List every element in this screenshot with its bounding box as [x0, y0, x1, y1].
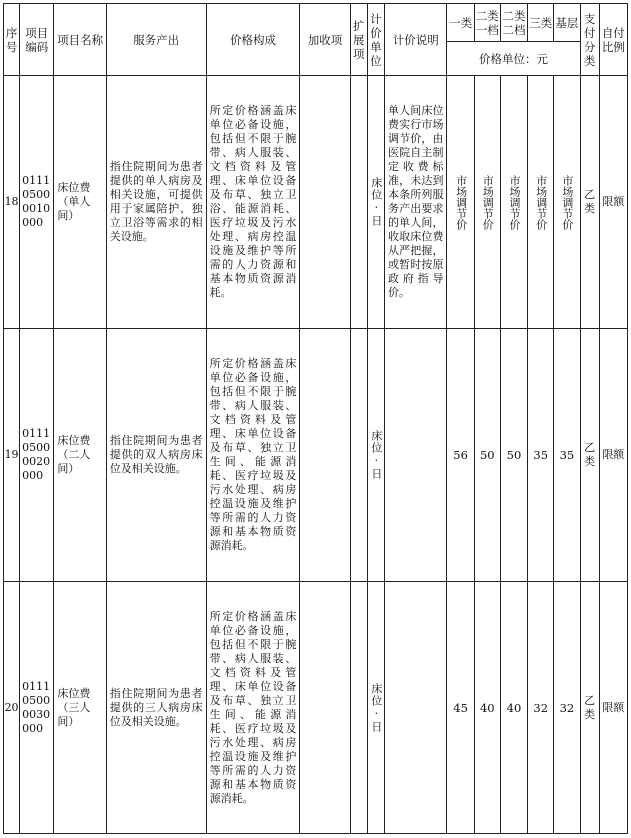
header-pay-class: 支付分类 [580, 4, 599, 76]
row-composition: 所定价格涵盖床单位必备设施，包括但不限于腕带、病人服装、文档资料及管理、床单位设备及布草、独立卫生间、能源消耗、医疗垃圾及污水处理、病房控温设施及维护等所需的人力资源和基本物质资源消耗。 [206, 582, 300, 834]
row-price-class-1: 56 [447, 329, 474, 582]
row-code: 011105000010000 [20, 76, 54, 329]
header-addon: 加收项 [300, 4, 350, 76]
row-note [384, 329, 447, 582]
row-output: 指住院期间为患者提供的双人病房床位及相关设施。 [106, 329, 206, 582]
header-class-1: 一类 [447, 4, 474, 42]
row-price-class-3: 35 [528, 329, 554, 582]
row-note [384, 582, 447, 834]
row-output: 指住院期间为患者提供的单人病房及相关设施，可提供用于家属陪护、独立卫浴等需求的相关设施。 [106, 76, 206, 329]
header-code: 项目编码 [20, 4, 54, 76]
header-composition: 价格构成 [206, 4, 300, 76]
header-class-2b: 二类二档 [500, 4, 527, 42]
table-row [4, 76, 628, 329]
row-ext [350, 582, 367, 834]
row-price-class-1: 市场调节价 [447, 76, 474, 329]
header-ext: 扩展项 [350, 4, 367, 76]
row-self-ratio: 限额 [599, 76, 627, 329]
header-unit: 计价单位 [367, 4, 384, 76]
table-row [4, 329, 628, 582]
row-name: 床位费（三人间） [54, 582, 106, 834]
row-name: 床位费（二人间） [54, 329, 106, 582]
row-addon [300, 76, 350, 329]
row-pay-class: 乙类 [580, 329, 599, 582]
row-price-class-3: 市场调节价 [528, 76, 554, 329]
price-table [3, 3, 628, 834]
row-pay-class: 乙类 [580, 582, 599, 834]
row-price-class-1: 45 [447, 582, 474, 834]
header-base: 基层 [554, 4, 580, 42]
row-price-base: 32 [554, 582, 580, 834]
row-unit: 床位·日 [367, 582, 384, 834]
row-name: 床位费（单人间） [54, 76, 106, 329]
row-seq: 20 [4, 582, 20, 834]
row-addon [300, 582, 350, 834]
row-seq: 18 [4, 76, 20, 329]
row-unit: 床位·日 [367, 329, 384, 582]
header-row [4, 4, 628, 42]
row-output: 指住院期间为患者提供的三人病房床位及相关设施。 [106, 582, 206, 834]
row-price-class-2a: 市场调节价 [474, 76, 500, 329]
table-row [4, 582, 628, 834]
header-price-unit: 价格单位：元 [447, 42, 580, 76]
row-self-ratio: 限额 [599, 582, 627, 834]
row-price-class-3: 32 [528, 582, 554, 834]
header-class-2a: 二类一档 [474, 4, 500, 42]
row-code: 011105000020000 [20, 329, 54, 582]
header-class-3: 三类 [528, 4, 554, 42]
row-ext [350, 329, 367, 582]
header-self-ratio: 自付比例 [599, 4, 627, 76]
row-price-class-2b: 40 [500, 582, 527, 834]
row-seq: 19 [4, 329, 20, 582]
header-name: 项目名称 [54, 4, 106, 76]
row-price-base: 市场调节价 [554, 76, 580, 329]
row-unit: 床位·日 [367, 76, 384, 329]
header-output: 服务产出 [106, 4, 206, 76]
row-price-class-2a: 40 [474, 582, 500, 834]
header-seq: 序号 [4, 4, 20, 76]
row-self-ratio: 限额 [599, 329, 627, 582]
row-composition: 所定价格涵盖床单位必备设施，包括但不限于腕带、病人服装、文档资料及管理、床单位设备及布草、独立卫浴、能源消耗、医疗垃圾及污水处理、病房控温设施及维护等所需的人力资源和基本物质资源消耗。 [206, 76, 300, 329]
row-code: 011105000030000 [20, 582, 54, 834]
row-addon [300, 329, 350, 582]
row-price-class-2b: 市场调节价 [500, 76, 527, 329]
row-price-base: 35 [554, 329, 580, 582]
header-note: 计价说明 [384, 4, 447, 76]
row-price-class-2a: 50 [474, 329, 500, 582]
row-pay-class: 乙类 [580, 76, 599, 329]
row-ext [350, 76, 367, 329]
row-composition: 所定价格涵盖床单位必备设施，包括但不限于腕带、病人服装、文档资料及管理、床单位设备及布草、独立卫生间、能源消耗、医疗垃圾及污水处理、病房控温设施及维护等所需的人力资源和基本物质资源消耗。 [206, 329, 300, 582]
row-price-class-2b: 50 [500, 329, 527, 582]
row-note: 单人间床位费实行市场调节价，由医院自主制定收费标准，未达到本条所列服务产出要求的单人间，收取床位费从严把握，或暂时按原政府指导价。 [384, 76, 447, 329]
